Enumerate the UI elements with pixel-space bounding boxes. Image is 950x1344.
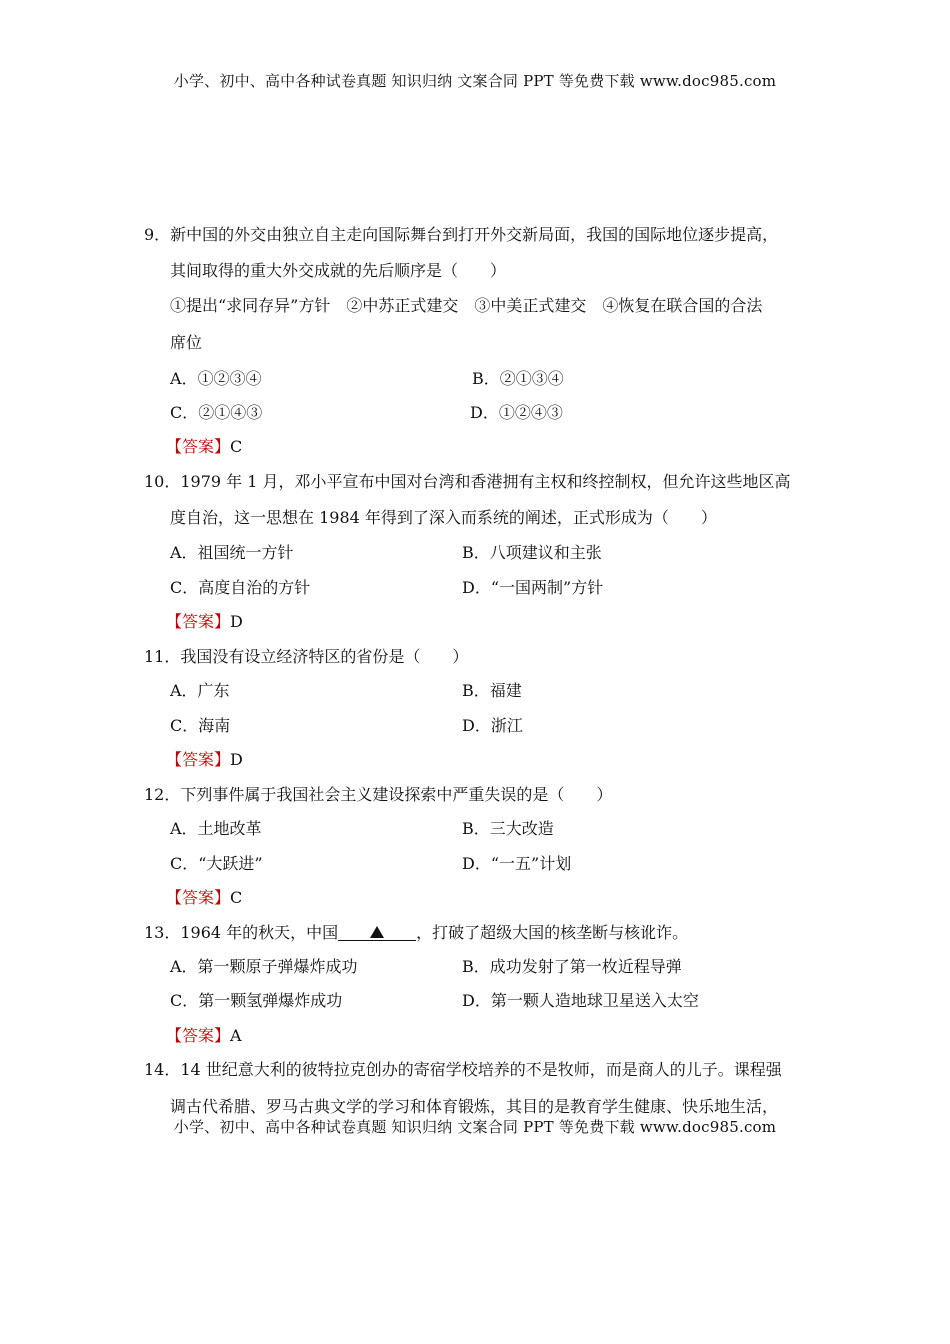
q9-option-a <box>170 366 262 389</box>
q12-option-c: C．“大跃进” <box>170 854 263 873</box>
q10-option-c: C．高度自治的方针 <box>170 578 311 597</box>
q13-fill-blank <box>338 921 416 941</box>
q10-option-b: B．八项建议和主张 <box>462 543 602 562</box>
q13-stem-part2: ，打破了超级大国的核垄断与核讹诈。 <box>416 923 689 942</box>
q10-answer <box>166 609 243 632</box>
q9-option-b: B．②①③④ <box>472 369 564 388</box>
q13-option-a: A．第一颗原子弹爆炸成功 <box>170 957 358 976</box>
page-header: 小学、初中、高中各种试卷真题 知识归纳 文案合同 PPT 等免费下载 www.doc985.com <box>173 72 777 90</box>
q13-answer-value: A <box>230 1026 242 1045</box>
answer-label: 【答案】 <box>166 1026 231 1045</box>
q13-option-d: D．第一颗人造地球卫星送入太空 <box>462 991 699 1010</box>
q11-answer <box>166 747 243 770</box>
triangle-icon <box>370 926 384 938</box>
q11-answer-value: D <box>230 750 243 769</box>
q10-option-a: A．祖国统一方针 <box>170 543 294 562</box>
q9-stem-line4: 席位 <box>170 333 203 352</box>
answer-label-b: 】 <box>214 612 231 631</box>
q10-stem-line2: 度自治，这一思想在 1984 年得到了深入而系统的阐述，正式形成为（ ） <box>170 508 717 527</box>
q10-stem-line1: 10．1979 年 1 月，邓小平宣布中国对台湾和香港拥有主权和终控制权，但允许这些地区高 <box>144 472 791 491</box>
q9-option-a-text: ．①②③④ <box>181 369 262 388</box>
q9-option-c: C．②①④③ <box>170 403 263 422</box>
q9-option-a-label: A <box>170 369 182 388</box>
q12-option-a: A．土地改革 <box>170 819 262 838</box>
q13-option-b: B．成功发射了第一枚近程导弹 <box>462 957 682 976</box>
q11-option-b: B．福建 <box>462 681 522 700</box>
q9-answer <box>166 434 242 457</box>
q13-answer <box>166 1023 242 1046</box>
answer-label-a: 【答案 <box>166 612 215 631</box>
q12-answer-value: C <box>230 888 243 907</box>
q11-stem-line1: 11．我国没有设立经济特区的省份是（ ） <box>144 647 469 666</box>
q12-answer <box>166 885 242 908</box>
answer-label: 【答案】 <box>166 437 231 456</box>
q14-stem-line1: 14．14 世纪意大利的彼特拉克创办的寄宿学校培养的不是牧师，而是商人的儿子。课程强 <box>144 1060 782 1079</box>
q11-option-a: A．广东 <box>170 681 230 700</box>
q12-option-b: B．三大改造 <box>462 819 554 838</box>
q9-option-d: D．①②④③ <box>470 403 563 422</box>
q14-stem-line2: 调古代希腊、罗马古典文学的学习和体育锻炼，其目的是教育学生健康、快乐地生活， <box>170 1097 779 1116</box>
q10-option-d: D．“一国两制”方针 <box>462 578 604 597</box>
q9-stem-line2: 其间取得的重大外交成就的先后顺序是（ ） <box>170 261 507 280</box>
q12-stem-line1: 12．下列事件属于我国社会主义建设探索中严重失误的是（ ） <box>144 785 613 804</box>
q11-option-d: D．浙江 <box>462 716 523 735</box>
q11-option-c: C．海南 <box>170 716 231 735</box>
q13-option-c: C．第一颗氢弹爆炸成功 <box>170 991 343 1010</box>
q9-stem-line3: ①提出“求同存异”方针 ②中苏正式建交 ③中美正式建交 ④恢复在联合国的合法 <box>170 296 763 315</box>
answer-label: 【答案】 <box>166 750 231 769</box>
q13-stem-line1 <box>144 920 688 943</box>
q12-option-d: D．“一五”计划 <box>462 854 572 873</box>
q9-stem-line1: 9．新中国的外交由独立自主走向国际舞台到打开外交新局面，我国的国际地位逐步提高， <box>144 225 779 244</box>
q10-answer-value: D <box>230 612 243 631</box>
answer-label: 【答案】 <box>166 888 231 907</box>
q13-stem-part1: 13．1964 年的秋天，中国 <box>144 923 339 942</box>
q9-answer-value: C <box>230 437 243 456</box>
page-footer: 小学、初中、高中各种试卷真题 知识归纳 文案合同 PPT 等免费下载 www.doc985.com <box>173 1118 777 1136</box>
